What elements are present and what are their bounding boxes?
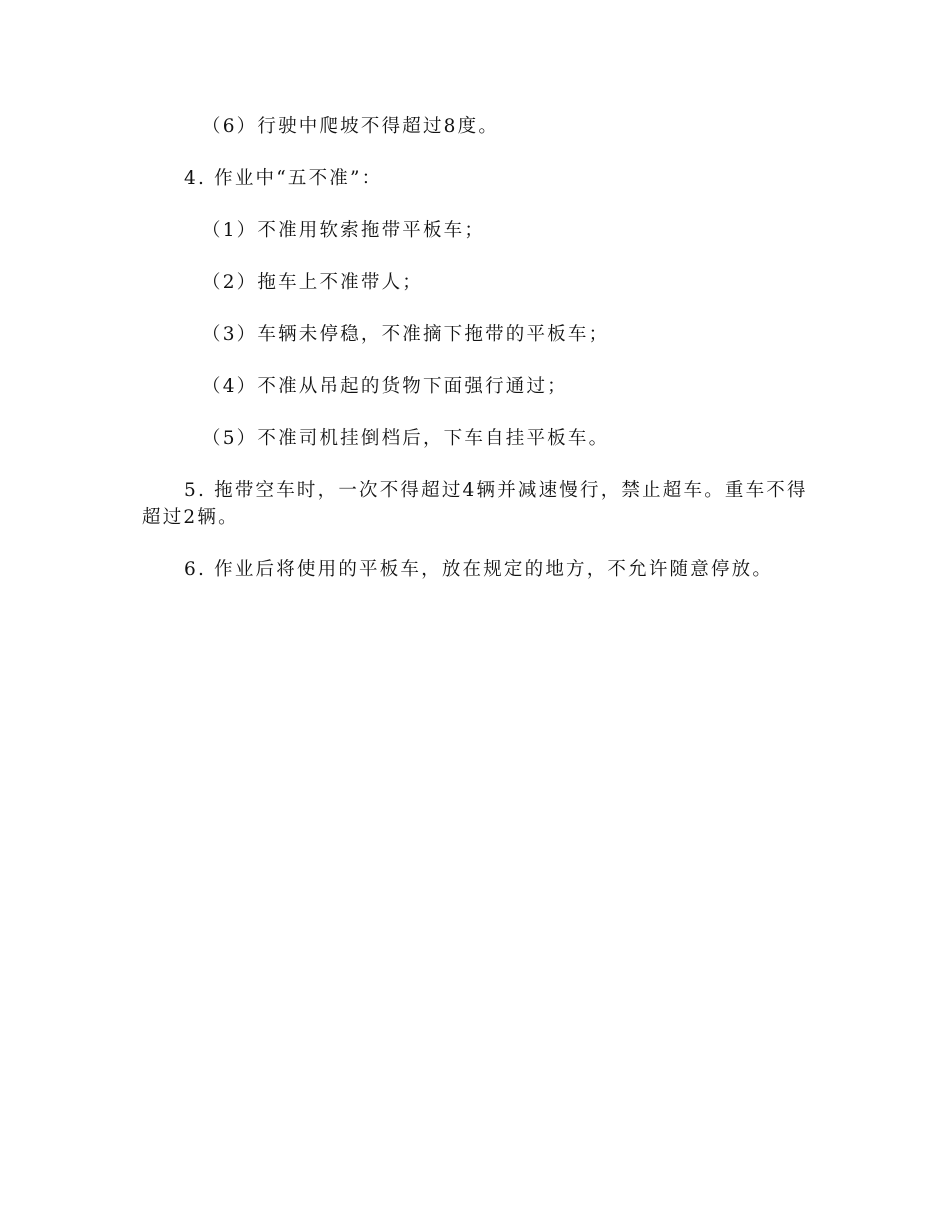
rule-6-climbing-limit: （6）行驶中爬坡不得超过8度。 [202, 116, 500, 137]
document-body [142, 113, 812, 583]
prohibition-1: （1）不准用软索拖带平板车； [202, 220, 486, 241]
section-4-heading: 4. 作业中“五不准”： [184, 168, 383, 189]
prohibition-3: （3）车辆未停稳，不准摘下拖带的平板车； [202, 324, 610, 345]
section-5-paragraph: 5. 拖带空车时，一次不得超过4辆并减速慢行，禁止超车。重车不得超过2辆。 [142, 480, 808, 528]
prohibition-4: （4）不准从吊起的货物下面强行通过； [202, 376, 568, 397]
section-6-paragraph: 6. 作业后将使用的平板车，放在规定的地方，不允许随意停放。 [184, 559, 774, 580]
prohibition-5: （5）不准司机挂倒档后，下车自挂平板车。 [202, 428, 610, 449]
prohibition-2: （2）拖车上不准带人； [202, 272, 423, 293]
